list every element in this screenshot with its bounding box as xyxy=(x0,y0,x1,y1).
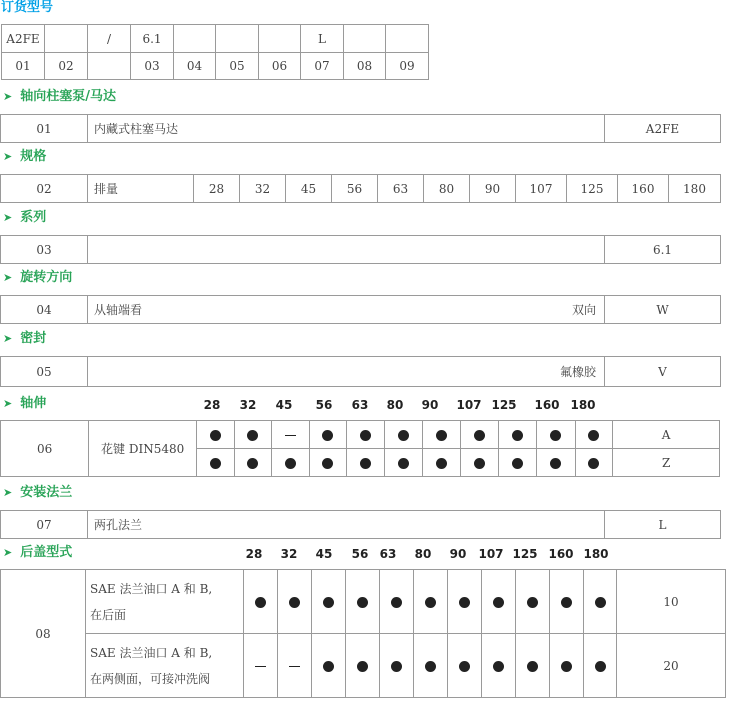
available-dot xyxy=(244,570,278,634)
row-code: V xyxy=(605,357,721,387)
size-header: 56 xyxy=(315,398,333,412)
filled-circle-icon xyxy=(595,661,606,672)
size-value: 28 xyxy=(194,175,240,203)
section-heading-seal: ➤ 密封 xyxy=(3,331,47,346)
row-code: 10 xyxy=(617,570,726,634)
filled-circle-icon xyxy=(322,430,333,441)
order-code-value: / xyxy=(88,25,131,53)
available-dot xyxy=(384,449,423,477)
filled-circle-icon xyxy=(391,597,402,608)
filled-circle-icon xyxy=(360,430,371,441)
section-heading-pump-motor: ➤ 轴向柱塞泵/马达 xyxy=(3,89,116,104)
order-code-position: 09 xyxy=(386,53,429,80)
available-dot xyxy=(196,421,234,449)
filled-circle-icon xyxy=(398,458,409,469)
order-code-position: 08 xyxy=(344,53,386,80)
filled-circle-icon xyxy=(595,597,606,608)
available-dot xyxy=(550,634,584,698)
row-number: 08 xyxy=(1,570,86,698)
row-code: A xyxy=(613,421,720,449)
size-header: 180 xyxy=(583,547,609,561)
available-dot xyxy=(482,634,516,698)
filled-circle-icon xyxy=(588,458,599,469)
available-dot xyxy=(414,570,448,634)
filled-circle-icon xyxy=(459,597,470,608)
unavailable-dash xyxy=(272,421,310,449)
filled-circle-icon xyxy=(357,597,368,608)
page-title: 订货型号 xyxy=(1,0,54,15)
filled-circle-icon xyxy=(436,430,447,441)
row-code: 20 xyxy=(617,634,726,698)
pump-motor-table xyxy=(0,114,721,143)
arrow-icon: ➤ xyxy=(3,546,13,559)
filled-circle-icon xyxy=(357,661,368,672)
description-line: SAE 法兰油口 A 和 B, xyxy=(90,645,213,660)
size-header: 56 xyxy=(351,547,369,561)
filled-circle-icon xyxy=(391,661,402,672)
order-code-value xyxy=(344,25,386,53)
filled-circle-icon xyxy=(323,597,334,608)
available-dot xyxy=(380,570,414,634)
filled-circle-icon xyxy=(285,458,296,469)
size-header: 80 xyxy=(386,398,404,412)
arrow-icon: ➤ xyxy=(3,90,13,103)
filled-circle-icon xyxy=(210,430,221,441)
size-value: 63 xyxy=(378,175,424,203)
size-value: 90 xyxy=(470,175,516,203)
row-number: 01 xyxy=(1,115,88,143)
filled-circle-icon xyxy=(398,430,409,441)
order-code-value xyxy=(174,25,216,53)
order-code-value xyxy=(45,25,88,53)
rotation-table xyxy=(0,295,721,324)
size-header: 45 xyxy=(315,547,333,561)
end-cover-table xyxy=(0,569,726,698)
arrow-icon: ➤ xyxy=(3,150,13,163)
row-code: A2FE xyxy=(605,115,721,143)
available-dot xyxy=(448,570,482,634)
available-dot xyxy=(414,634,448,698)
filled-circle-icon xyxy=(527,597,538,608)
size-header: 107 xyxy=(478,547,504,561)
row-code: L xyxy=(605,511,721,539)
size-table xyxy=(0,174,721,203)
seal-table xyxy=(0,356,721,387)
size-header: 28 xyxy=(203,398,221,412)
filled-circle-icon xyxy=(210,458,221,469)
section-heading-shaft: ➤ 轴伸 xyxy=(3,396,47,411)
arrow-icon: ➤ xyxy=(3,271,13,284)
available-dot xyxy=(448,634,482,698)
filled-circle-icon xyxy=(474,430,485,441)
row-description xyxy=(86,570,244,634)
unavailable-dash xyxy=(244,634,278,698)
available-dot xyxy=(384,421,423,449)
row-number: 04 xyxy=(1,296,88,324)
filled-circle-icon xyxy=(493,597,504,608)
available-dot xyxy=(309,421,347,449)
end-cover-row-10 xyxy=(1,570,726,634)
order-code-value xyxy=(386,25,429,53)
available-dot xyxy=(380,634,414,698)
size-header: 32 xyxy=(280,547,298,561)
size-header: 125 xyxy=(512,547,538,561)
order-code-position: 03 xyxy=(131,53,174,80)
size-header: 63 xyxy=(379,547,397,561)
arrow-icon: ➤ xyxy=(3,211,13,224)
section-heading-flange: ➤ 安装法兰 xyxy=(3,485,73,500)
row-number: 05 xyxy=(1,357,88,387)
filled-circle-icon xyxy=(512,430,523,441)
available-dot xyxy=(346,570,380,634)
order-code-positions-row xyxy=(2,53,429,80)
available-dot xyxy=(498,449,537,477)
size-value: 180 xyxy=(669,175,721,203)
available-dot xyxy=(278,570,312,634)
flange-table xyxy=(0,510,721,539)
size-value: 56 xyxy=(332,175,378,203)
row-number: 02 xyxy=(1,175,88,203)
available-dot xyxy=(537,449,576,477)
filled-circle-icon xyxy=(588,430,599,441)
size-value: 45 xyxy=(286,175,332,203)
available-dot xyxy=(312,570,346,634)
available-dot xyxy=(550,570,584,634)
filled-circle-icon xyxy=(360,458,371,469)
filled-circle-icon xyxy=(527,661,538,672)
dash-icon xyxy=(255,666,266,667)
filled-circle-icon xyxy=(289,597,300,608)
filled-circle-icon xyxy=(493,661,504,672)
filled-circle-icon xyxy=(561,597,572,608)
filled-circle-icon xyxy=(425,661,436,672)
filled-circle-icon xyxy=(550,458,561,469)
row-description: 排量 xyxy=(88,175,194,203)
order-code-value xyxy=(259,25,301,53)
row-number: 03 xyxy=(1,236,88,264)
order-code-position: 05 xyxy=(216,53,259,80)
filled-circle-icon xyxy=(512,458,523,469)
size-header: 32 xyxy=(239,398,257,412)
row-description: 花键 DIN5480 xyxy=(89,421,197,477)
section-heading-rotation: ➤ 旋转方向 xyxy=(3,270,73,285)
available-dot xyxy=(584,570,617,634)
row-code: Z xyxy=(613,449,720,477)
available-dot xyxy=(537,421,576,449)
size-value: 80 xyxy=(424,175,470,203)
available-dot xyxy=(460,421,498,449)
filled-circle-icon xyxy=(425,597,436,608)
order-code-values-row xyxy=(2,25,429,53)
available-dot xyxy=(423,449,461,477)
dash-icon xyxy=(285,435,296,436)
available-dot xyxy=(272,449,310,477)
available-dot xyxy=(312,634,346,698)
description-line: 在后面 xyxy=(90,607,127,622)
available-dot xyxy=(575,421,613,449)
row-code: W xyxy=(605,296,721,324)
available-dot xyxy=(346,634,380,698)
available-dot xyxy=(575,449,613,477)
section-heading-series: ➤ 系列 xyxy=(3,210,47,225)
row-description: 两孔法兰 xyxy=(88,511,605,539)
filled-circle-icon xyxy=(323,661,334,672)
size-header: 160 xyxy=(534,398,560,412)
size-value: 107 xyxy=(516,175,567,203)
order-code-position: 07 xyxy=(301,53,344,80)
filled-circle-icon xyxy=(247,458,258,469)
order-code-value: L xyxy=(301,25,344,53)
available-dot xyxy=(234,449,272,477)
filled-circle-icon xyxy=(436,458,447,469)
order-code-table xyxy=(1,24,429,80)
size-header: 80 xyxy=(414,547,432,561)
size-value: 125 xyxy=(567,175,618,203)
order-code-value: 6.1 xyxy=(131,25,174,53)
size-header: 125 xyxy=(491,398,517,412)
order-code-value xyxy=(216,25,259,53)
size-value: 32 xyxy=(240,175,286,203)
filled-circle-icon xyxy=(550,430,561,441)
filled-circle-icon xyxy=(255,597,266,608)
description-line: SAE 法兰油口 A 和 B, xyxy=(90,581,213,596)
available-dot xyxy=(460,449,498,477)
available-dot xyxy=(584,634,617,698)
filled-circle-icon xyxy=(322,458,333,469)
available-dot xyxy=(234,421,272,449)
dash-icon xyxy=(289,666,300,667)
available-dot xyxy=(516,570,550,634)
series-table xyxy=(0,235,721,264)
row-description: 从轴端看 xyxy=(88,296,501,324)
order-code-position: 01 xyxy=(2,53,45,80)
end-cover-row-20 xyxy=(1,634,726,698)
description-line: 在两侧面，可接冲洗阀 xyxy=(90,671,211,686)
size-header: 90 xyxy=(449,547,467,561)
order-code-position xyxy=(88,53,131,80)
arrow-icon: ➤ xyxy=(3,397,13,410)
row-number: 06 xyxy=(1,421,89,477)
row-option: 双向 xyxy=(501,296,605,324)
order-code-position: 04 xyxy=(174,53,216,80)
filled-circle-icon xyxy=(474,458,485,469)
row-description xyxy=(88,236,605,264)
section-heading-end-cover: ➤ 后盖型式 xyxy=(3,545,73,560)
filled-circle-icon xyxy=(561,661,572,672)
row-code: 6.1 xyxy=(605,236,721,264)
arrow-icon: ➤ xyxy=(3,486,13,499)
order-code-value: A2FE xyxy=(2,25,45,53)
shaft-table xyxy=(0,420,720,477)
row-description xyxy=(86,634,244,698)
row-description: 氟橡胶 xyxy=(88,357,605,387)
arrow-icon: ➤ xyxy=(3,332,13,345)
order-code-position: 06 xyxy=(259,53,301,80)
available-dot xyxy=(516,634,550,698)
available-dot xyxy=(347,421,385,449)
section-heading-size: ➤ 规格 xyxy=(3,149,47,164)
available-dot xyxy=(196,449,234,477)
size-header: 160 xyxy=(548,547,574,561)
size-header: 45 xyxy=(275,398,293,412)
size-header: 63 xyxy=(351,398,369,412)
available-dot xyxy=(347,449,385,477)
row-number: 07 xyxy=(1,511,88,539)
order-code-position: 02 xyxy=(45,53,88,80)
row-description: 内藏式柱塞马达 xyxy=(88,115,605,143)
size-value: 160 xyxy=(618,175,669,203)
available-dot xyxy=(309,449,347,477)
unavailable-dash xyxy=(278,634,312,698)
filled-circle-icon xyxy=(459,661,470,672)
shaft-row-a xyxy=(1,421,720,449)
size-header: 107 xyxy=(456,398,482,412)
available-dot xyxy=(423,421,461,449)
size-header: 90 xyxy=(421,398,439,412)
size-header: 180 xyxy=(570,398,596,412)
available-dot xyxy=(498,421,537,449)
available-dot xyxy=(482,570,516,634)
size-header: 28 xyxy=(245,547,263,561)
filled-circle-icon xyxy=(247,430,258,441)
